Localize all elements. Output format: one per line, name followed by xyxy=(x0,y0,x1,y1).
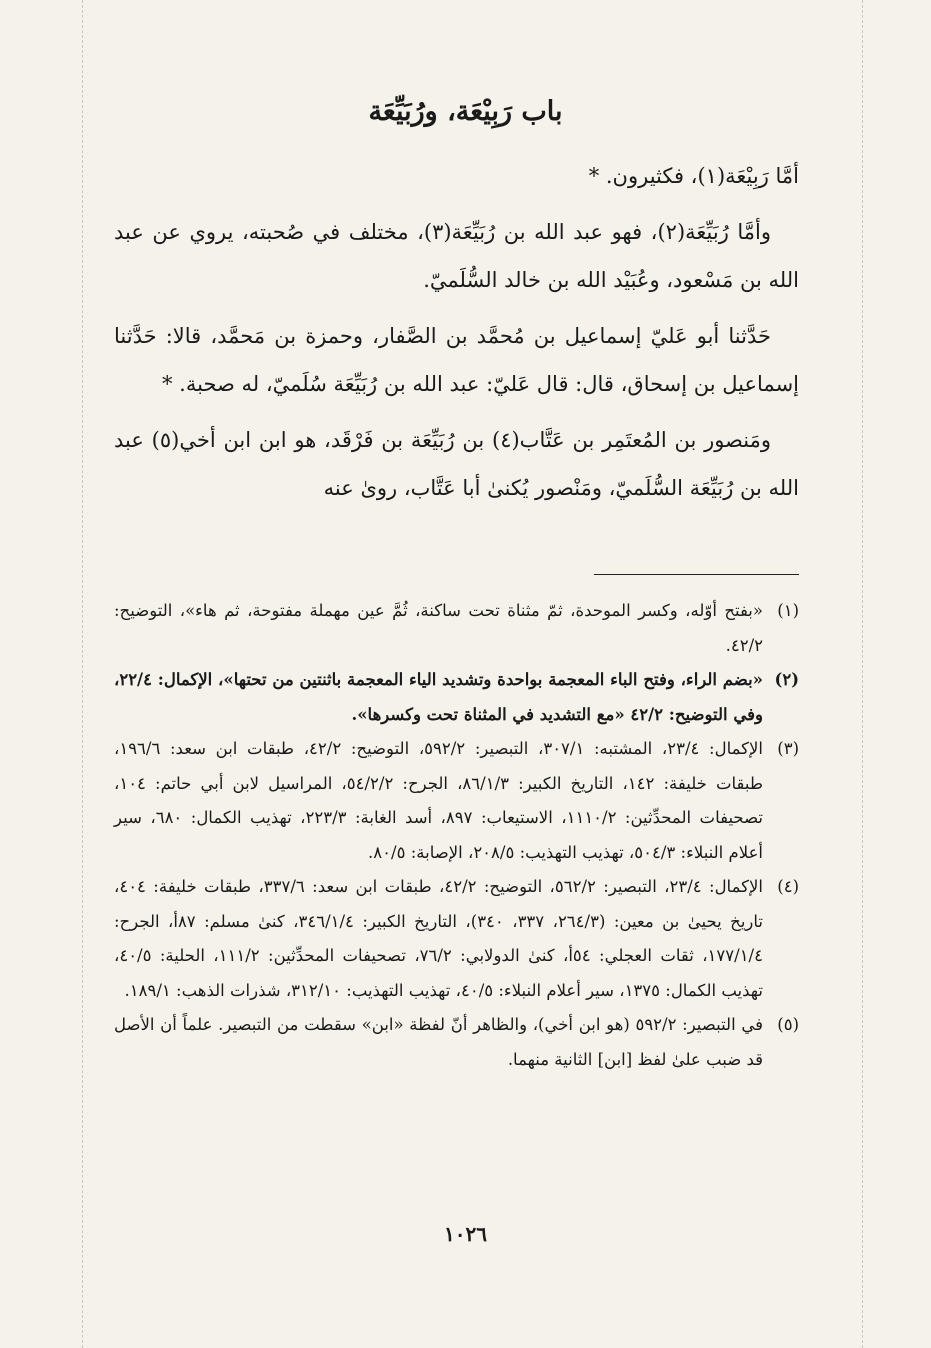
main-text xyxy=(114,152,799,520)
footnote-text: في التبصير: ٥٩٢/٢ (هو ابن أخي)، والظاهر أنّ لفظة «ابن» سقطت من التبصير. علماً أن الأصل قد ضبب علىٰ لفظ [ابن] الثانية منهما. xyxy=(114,1015,763,1069)
footnote-separator xyxy=(594,574,799,575)
footnote-text: «بفتح أوّله، وكسر الموحدة، ثمّ مثناة تحت ساكنة، ثُمَّ عين مهملة مفتوحة، ثم هاء»، التوضيح: ٤٢/٢. xyxy=(114,601,763,655)
paragraph-2: وأمَّا رُبَيِّعَة(٢)، فهو عبد الله بن رُبَيِّعَة(٣)، مختلف في صُحبته، يروي عن عبد الله بن مَسْعود، وعُبَيْد الله بن خالد السُّلَميّ. xyxy=(114,220,799,292)
footnote-2 xyxy=(114,663,799,732)
paragraph-1: أمَّا رَبِيْعَة(١)، فكثيرون. * xyxy=(588,164,799,188)
right-margin-guide xyxy=(862,0,863,1348)
chapter-title: باب رَبِيْعَة، ورُبَيِّعَة xyxy=(368,96,563,127)
footnote-number: (٣) xyxy=(777,739,799,758)
footnote-number: (٥) xyxy=(777,1015,799,1034)
page-number: ١٠٢٦ xyxy=(444,1222,487,1246)
footnote-4 xyxy=(114,870,799,1008)
footnote-number: (٤) xyxy=(777,877,799,896)
paragraph-3: حَدَّثنا أبو عَليّ إسماعيل بن مُحمَّد بن الصَّفار، وحمزة بن مَحمَّد، قالا: حَدَّثنا إسماعيل بن إسحاق، قال: قال عَليّ: عبد الله بن رُبَيِّعَة سُلَميّ، له صحبة. * xyxy=(114,324,799,396)
left-margin-guide xyxy=(82,0,83,1348)
paragraph-4: ومَنصور بن المُعتَمِر بن عَتَّاب(٤) بن رُبَيِّعَة بن فَرْقَد، هو ابن ابن أخي(٥) عبد الله بن رُبَيِّعَة السُّلَميّ، ومَنْصور يُكنىٰ أبا عَتَّاب، روىٰ عنه xyxy=(114,428,799,500)
footnote-text: الإكمال: ٢٣/٤، المشتبه: ٣٠٧/١، التبصير: ٥٩٢/٢، التوضيح: ٤٢/٢، طبقات ابن سعد: ١٩٦/٦، طبقات خليفة: ١٤٢، التاريخ الكبير: ٨٦/١/٣، الجرح: ٥٤/٢/٢، المراسيل لابن أبي حاتم: ١٠٤، تصحيفات المحدِّثين: ١١١٠/٢، الاستيعاب: ٨٩٧، أسد الغابة: ٢٢٣/٣، تهذيب الكمال: ٦٨٠، سير أعلام النبلاء: ٥٠٤/٣، تهذيب التهذيب: ٢٠٨/٥، الإصابة: ٨٠/٥. xyxy=(114,739,763,862)
footnote-text: الإكمال: ٢٣/٤، التبصير: ٥٦٢/٢، التوضيح: ٤٢/٢، طبقات ابن سعد: ٣٣٧/٦، طبقات خليفة: ٤٠٤، تاريخ يحيىٰ بن معين: (٢٦٤/٣، ٣٣٧، ٣٤٠)، التاريخ الكبير: ٣٤٦/١/٤، كنىٰ مسلم: ٨٧أ، الجرح: ١٧٧/١/٤، ثقات العجلي: ٥٤أ، كنىٰ الدولابي: ٧٦/٢، تصحيفات المحدِّثين: ١١١/٢، الحلية: ٤٠/٥، تهذيب الكمال: ١٣٧٥، سير أعلام النبلاء: ٤٠/٥، تهذيب التهذيب: ٣١٢/١٠، شذرات الذهب: ١٨٩/١. xyxy=(114,877,764,1000)
footnote-number: (٢) xyxy=(774,670,799,689)
footnote-text: «بضم الراء، وفتح الباء المعجمة بواحدة وتشديد الياء المعجمة باثنتين من تحتها»، الإكمال: ٢٢/٤، وفي التوضيح: ٤٢/٢ «مع التشديد في المثناة تحت وكسرها». xyxy=(114,670,763,724)
footnotes xyxy=(114,594,799,1077)
footnote-number: (١) xyxy=(777,601,799,620)
footnote-1 xyxy=(114,594,799,663)
footnote-5 xyxy=(114,1008,799,1077)
footnote-3 xyxy=(114,732,799,870)
